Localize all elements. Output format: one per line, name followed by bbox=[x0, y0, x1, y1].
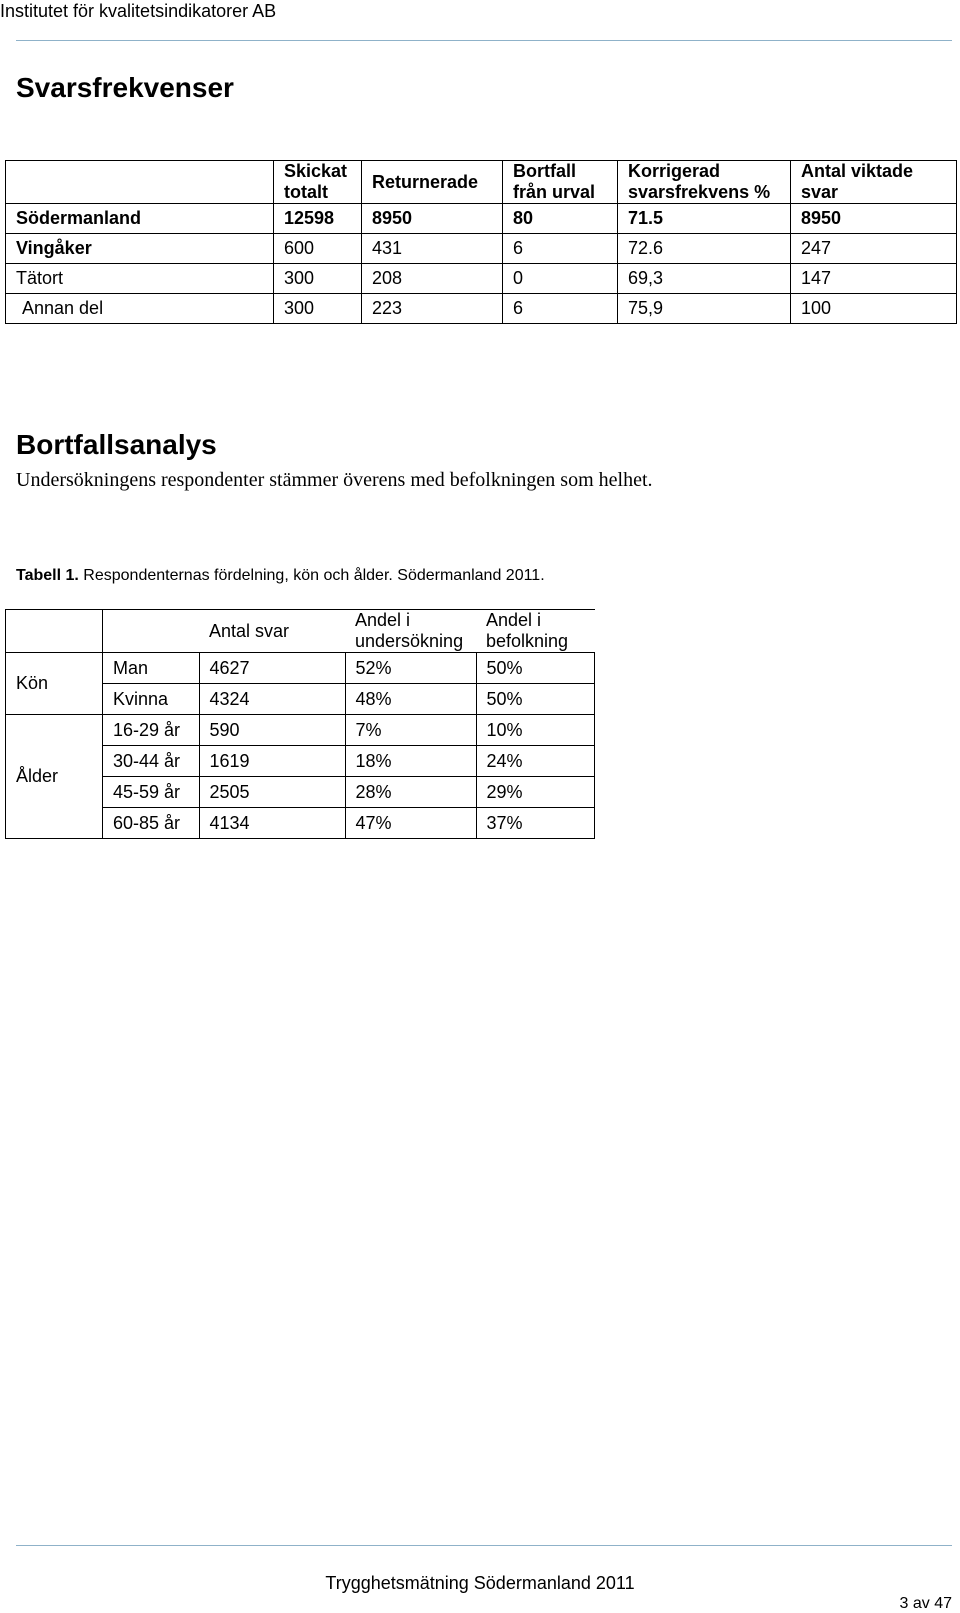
cell: 4324 bbox=[199, 684, 345, 715]
intro-paragraph: Undersökningens respondenter stämmer överens med befolkningen som helhet. bbox=[16, 469, 653, 491]
footer-title: Trygghetsmätning Södermanland 2011 bbox=[325, 1573, 635, 1593]
header-cell bbox=[6, 610, 103, 653]
row-label: 60-85 år bbox=[103, 808, 200, 839]
group-label-kon: Kön bbox=[6, 653, 103, 715]
cell: 300 bbox=[274, 294, 362, 324]
table-row bbox=[6, 715, 595, 746]
cell: 8950 bbox=[362, 204, 503, 234]
cell: 50% bbox=[476, 684, 595, 715]
header-cell bbox=[6, 161, 274, 204]
cell: 1619 bbox=[199, 746, 345, 777]
row-label: Tätort bbox=[6, 264, 274, 294]
cell: 4627 bbox=[199, 653, 345, 684]
cell: 4134 bbox=[199, 808, 345, 839]
cell: 7% bbox=[345, 715, 476, 746]
cell: 6 bbox=[503, 234, 618, 264]
section-title-svarsfrekvenser: Svarsfrekvenser bbox=[16, 72, 234, 103]
cell: 10% bbox=[476, 715, 595, 746]
row-label: Annan del bbox=[6, 294, 274, 324]
cell: 48% bbox=[345, 684, 476, 715]
cell: 12598 bbox=[274, 204, 362, 234]
header-cell: Returnerade bbox=[362, 161, 503, 204]
table-caption bbox=[16, 566, 545, 586]
header-cell: Antal svar bbox=[199, 610, 345, 653]
cell: 0 bbox=[503, 264, 618, 294]
row-label: Man bbox=[103, 653, 200, 684]
row-label: Vingåker bbox=[6, 234, 274, 264]
cell: 29% bbox=[476, 777, 595, 808]
cell: 28% bbox=[345, 777, 476, 808]
cell: 208 bbox=[362, 264, 503, 294]
caption-label: Tabell 1. bbox=[16, 567, 79, 584]
cell: 24% bbox=[476, 746, 595, 777]
cell: 100 bbox=[791, 294, 957, 324]
cell: 71.5 bbox=[618, 204, 791, 234]
row-label: Kvinna bbox=[103, 684, 200, 715]
cell: 147 bbox=[791, 264, 957, 294]
cell: 18% bbox=[345, 746, 476, 777]
table-header-row bbox=[6, 161, 957, 204]
cell: 80 bbox=[503, 204, 618, 234]
header-divider bbox=[16, 40, 952, 41]
table-row bbox=[6, 294, 957, 324]
cell: 431 bbox=[362, 234, 503, 264]
cell: 75,9 bbox=[618, 294, 791, 324]
header-cell: Antal viktade svar bbox=[791, 161, 957, 204]
cell: 2505 bbox=[199, 777, 345, 808]
group-label-alder: Ålder bbox=[6, 715, 103, 839]
cell: 37% bbox=[476, 808, 595, 839]
table-row bbox=[6, 204, 957, 234]
respondent-distribution-table bbox=[5, 609, 595, 839]
cell: 69,3 bbox=[618, 264, 791, 294]
cell: 590 bbox=[199, 715, 345, 746]
table-row bbox=[6, 653, 595, 684]
cell: 47% bbox=[345, 808, 476, 839]
response-rate-table bbox=[5, 160, 957, 324]
table-header-row bbox=[6, 610, 595, 653]
table-row bbox=[6, 264, 957, 294]
page-number: 3 av 47 bbox=[899, 1595, 952, 1612]
header-cell: Andel i befolkning bbox=[476, 610, 595, 653]
footer-divider bbox=[16, 1545, 952, 1546]
cell: 8950 bbox=[791, 204, 957, 234]
header-cell: Bortfall från urval bbox=[503, 161, 618, 204]
cell: 50% bbox=[476, 653, 595, 684]
header-org: Institutet för kvalitetsindikatorer AB bbox=[0, 1, 277, 21]
section-title-bortfallsanalys: Bortfallsanalys bbox=[16, 429, 217, 460]
table-row bbox=[6, 234, 957, 264]
cell: 6 bbox=[503, 294, 618, 324]
cell: 223 bbox=[362, 294, 503, 324]
cell: 72.6 bbox=[618, 234, 791, 264]
caption-text: Respondenternas fördelning, kön och ålder. Södermanland 2011. bbox=[78, 567, 545, 584]
cell: 600 bbox=[274, 234, 362, 264]
row-label: 30-44 år bbox=[103, 746, 200, 777]
header-cell: Korrigerad svarsfrekvens % bbox=[618, 161, 791, 204]
row-label: 16-29 år bbox=[103, 715, 200, 746]
cell: 247 bbox=[791, 234, 957, 264]
cell: 52% bbox=[345, 653, 476, 684]
row-label: Södermanland bbox=[6, 204, 274, 234]
header-cell bbox=[103, 610, 200, 653]
cell: 300 bbox=[274, 264, 362, 294]
header-cell: Andel i undersökning bbox=[345, 610, 476, 653]
header-cell: Skickat totalt bbox=[274, 161, 362, 204]
row-label: 45-59 år bbox=[103, 777, 200, 808]
